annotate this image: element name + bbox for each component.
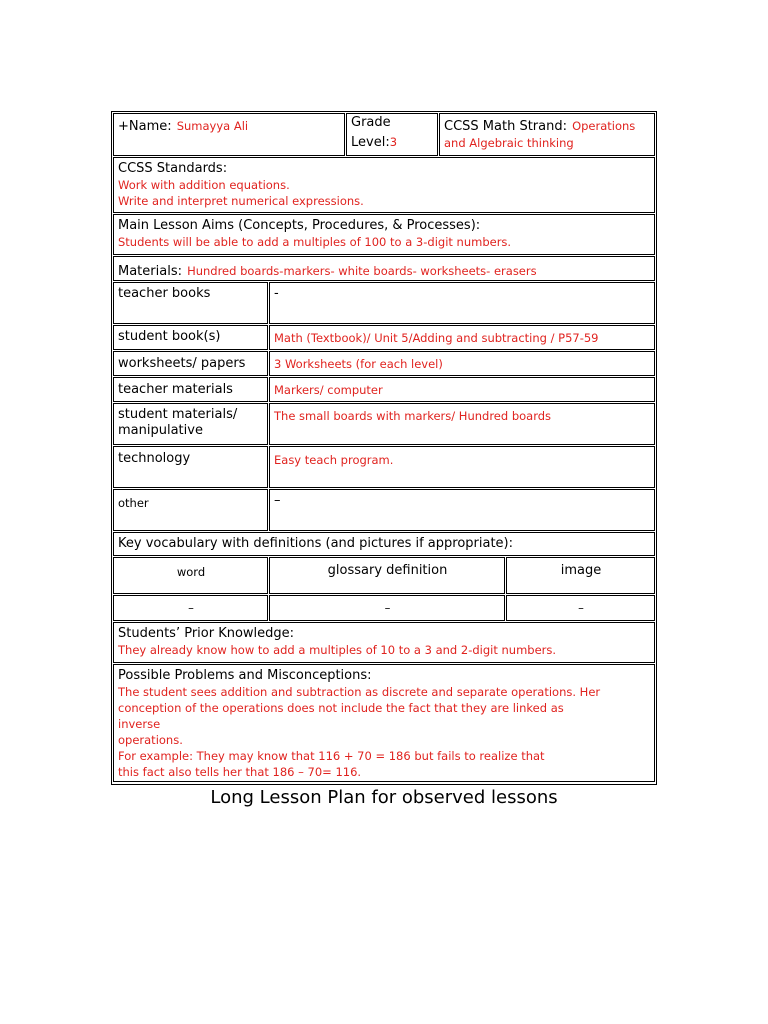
resource-row-other (113, 489, 655, 531)
aims-label: Main Lesson Aims (Concepts, Procedures, & Processes): (118, 218, 481, 233)
materials-cell (113, 256, 655, 281)
resource-value: Markers/ computer (274, 383, 383, 397)
resource-label-cell (113, 403, 268, 445)
resource-label: student materials/ (118, 407, 238, 422)
materials-label: Materials: (118, 264, 182, 279)
resource-label-cell (113, 377, 268, 402)
resource-row-worksheets (113, 351, 655, 376)
resource-value: – (274, 493, 281, 508)
resource-value-cell (269, 351, 655, 376)
resource-value-cell (269, 403, 655, 445)
resource-value-cell (269, 446, 655, 488)
resource-value: Math (Textbook)/ Unit 5/Adding and subtracting / P57-59 (274, 331, 599, 345)
name-label: +Name: (118, 119, 172, 134)
grade-value: 3 (389, 135, 398, 149)
problems-line: For example: They may know that 116 + 70 = 186 but fails to realize that (118, 749, 545, 763)
vocab-label: Key vocabulary with definitions (and pictures if appropriate): (118, 536, 514, 551)
problems-line: operations. (118, 733, 183, 747)
aims-value: Students will be able to add a multiples of 100 to a 3-digit numbers. (118, 235, 512, 249)
resource-value: The small boards with markers/ Hundred boards (274, 409, 552, 423)
vocab-header-word (113, 557, 268, 594)
aims-row (113, 214, 655, 255)
resource-value: 3 Worksheets (for each level) (274, 357, 443, 371)
vocab-value: – (188, 601, 194, 615)
resource-label-cell (113, 446, 268, 488)
vocab-header-label: glossary definition (327, 563, 448, 578)
standards-cell (113, 157, 655, 213)
resource-label-line2: manipulative (118, 423, 203, 438)
document-caption: Long Lesson Plan for observed lessons (210, 787, 558, 808)
resource-label: worksheets/ papers (118, 356, 246, 371)
materials-value: Hundred boards-markers- white boards- worksheets- erasers (187, 264, 537, 278)
resource-label: student book(s) (118, 329, 221, 344)
grade-cell (346, 113, 438, 156)
vocab-cell-image (506, 595, 655, 621)
resource-value-cell (269, 282, 655, 324)
vocab-header-label: image (560, 563, 602, 578)
problems-cell (113, 664, 655, 782)
lesson-plan-table (111, 111, 657, 785)
vocab-header-label: word (176, 565, 206, 579)
resource-value: Easy teach program. (274, 453, 394, 467)
vocab-data-row (113, 595, 655, 621)
resource-label-cell (113, 282, 268, 324)
vocab-header-image (506, 557, 655, 594)
strand-label: CCSS Math Strand: (444, 119, 567, 134)
resource-row-teacher-books (113, 282, 655, 324)
prior-label: Students’ Prior Knowledge: (118, 626, 295, 641)
standards-line: Work with addition equations. (118, 178, 290, 192)
resource-value: - (274, 286, 279, 301)
resource-label-cell (113, 489, 268, 531)
vocab-header-row (113, 557, 655, 594)
vocab-row (113, 532, 655, 556)
vocab-value: – (384, 601, 391, 615)
prior-row (113, 622, 655, 663)
strand-cell (439, 113, 655, 156)
resource-row-teacher-materials (113, 377, 655, 402)
resource-row-technology (113, 446, 655, 488)
standards-line: Write and interpret numerical expressions. (118, 194, 364, 208)
standards-label: CCSS Standards: (118, 161, 228, 176)
problems-line: this fact also tells her that 186 – 70= 116. (118, 765, 362, 779)
problems-line: conception of the operations does not include the fact that they are linked as (118, 701, 564, 715)
resource-label-cell (113, 351, 268, 376)
grade-label: Grade (351, 115, 391, 130)
problems-line: inverse (118, 717, 161, 731)
materials-row (113, 256, 655, 281)
vocab-header-definition (269, 557, 505, 594)
standards-row (113, 157, 655, 213)
resource-label: teacher books (118, 286, 211, 301)
resource-label-cell (113, 325, 268, 350)
resource-label: technology (118, 451, 191, 466)
resource-row-student-books (113, 325, 655, 350)
name-value: Sumayya Ali (176, 119, 249, 133)
vocab-cell-definition (269, 595, 505, 621)
problems-row (113, 664, 655, 782)
problems-line: The student sees addition and subtraction as discrete and separate operations. Her (118, 685, 601, 699)
strand-value-2: and Algebraic thinking (444, 136, 574, 150)
grade-level-label: Level: (351, 135, 390, 150)
strand-value-1: Operations (572, 119, 636, 133)
aims-cell (113, 214, 655, 255)
resource-value-cell (269, 325, 655, 350)
prior-value: They already know how to add a multiples of 10 to a 3 and 2-digit numbers. (118, 643, 557, 657)
resource-value-cell (269, 489, 655, 531)
vocab-cell-word (113, 595, 268, 621)
header-row (113, 113, 655, 156)
resource-label: other (118, 496, 149, 510)
vocab-value: – (578, 601, 584, 615)
problems-label: Possible Problems and Misconceptions: (118, 668, 372, 683)
vocab-cell (113, 532, 655, 556)
name-cell (113, 113, 345, 156)
resource-value-cell (269, 377, 655, 402)
resource-row-student-materials (113, 403, 655, 445)
resource-label: teacher materials (118, 382, 233, 397)
prior-cell (113, 622, 655, 663)
